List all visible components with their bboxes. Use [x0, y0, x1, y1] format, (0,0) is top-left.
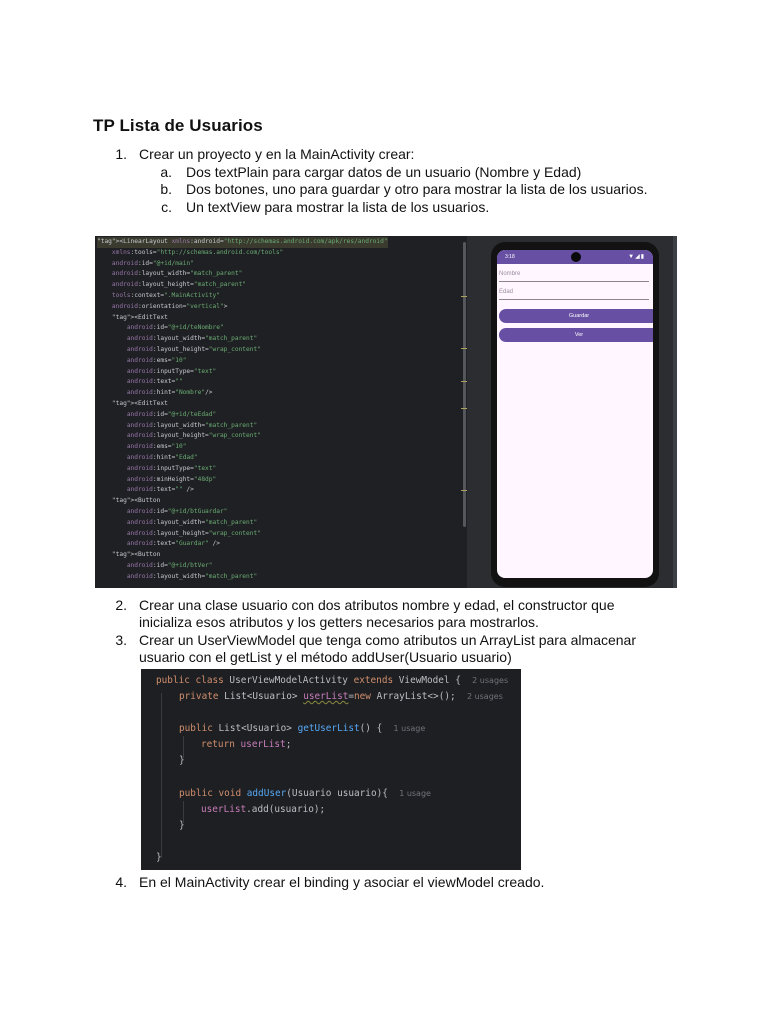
phone-screen — [497, 250, 653, 578]
xml-code-line: android:hint="Nombre"/> — [126, 389, 213, 397]
sublist-letter-a: a. — [160, 164, 172, 180]
status-bar — [497, 250, 653, 264]
xml-code-line: "tag"><LinearLayout xmlns:android="http://schemas.android.com/apk/res/android" — [97, 237, 388, 248]
page-title: TP Lista de Usuarios — [93, 116, 263, 135]
ver-button[interactable]: Ver — [499, 328, 653, 342]
java-code-snippet — [141, 669, 521, 870]
list-item-3-line-2: usuario con el getList y el método addUser(Usuario usuario) — [139, 649, 512, 665]
code-line-4: return userList; — [201, 739, 292, 750]
xml-code-line: android:layout_width="match_parent" — [111, 270, 243, 278]
xml-code-line: android:text="Guardar" /> — [126, 540, 220, 548]
list-item-2-line-2: inicializa esos atributos y los getters necesarios para mostrarlos. — [139, 614, 539, 630]
xml-code-line: android:hint="Edad" — [126, 453, 198, 461]
list-item-1: Crear un proyecto y en la MainActivity crear: — [139, 146, 415, 162]
xml-code-line: android:layout_height="wrap_content" — [126, 432, 261, 440]
signal-battery-icon: ▼◢▮ — [628, 254, 645, 260]
xml-code-line: android:layout_height="wrap_content" — [126, 345, 261, 353]
code-line-6: public void addUser(Usuario usuario){ 1 usage — [179, 788, 431, 799]
xml-code-line: android:orientation="vertical"> — [111, 302, 228, 310]
editor-scrollbar — [463, 242, 466, 527]
code-line-2: private List<Usuario> userList=new ArrayList<>(); 2 usages — [179, 691, 503, 702]
xml-code-line: android:layout_width="match_parent" — [126, 518, 258, 526]
xml-code — [97, 237, 388, 583]
xml-code-line: xmlns:tools="http://schemas.android.com/tools" — [111, 248, 284, 256]
xml-code-line: android:layout_width="match_parent" — [126, 335, 258, 343]
guardar-button[interactable]: Guardar — [499, 309, 653, 323]
code-line-5: } — [179, 755, 185, 766]
list-item-2-line-1: Crear una clase usuario con dos atributos nombre y edad, el constructor que — [139, 597, 615, 613]
xml-code-line: android:ems="10" — [126, 356, 187, 364]
xml-code-line: "tag"><EditText — [111, 399, 168, 407]
list-item-4: En el MainActivity crear el binding y asociar el viewModel creado. — [139, 874, 545, 890]
xml-editor — [95, 236, 467, 588]
code-line-8: } — [179, 820, 185, 831]
xml-code-line: android:ems="10" — [126, 443, 187, 451]
camera-icon — [571, 252, 581, 262]
xml-code-line: android:id="@+id/btVer" — [126, 561, 213, 569]
phone-frame — [491, 242, 659, 587]
xml-code-line: android:inputType="text" — [126, 367, 217, 375]
list-number-3: 3. — [115, 632, 127, 648]
xml-code-line: android:text="" — [126, 378, 183, 386]
xml-code-line: android:id="@+id/teEdad" — [126, 410, 217, 418]
layout-preview — [467, 236, 677, 588]
xml-code-line: android:layout_height="match_parent" — [111, 281, 247, 289]
xml-code-line: android:id="@+id/btGuardar" — [126, 507, 228, 515]
xml-code-line: tools:context=".MainActivity" — [111, 291, 220, 299]
sublist-item-c: Un textView para mostrar la lista de los usuarios. — [186, 199, 490, 215]
code-line-1: public class UserViewModelActivity extends ViewModel { 2 usages — [156, 675, 509, 686]
sublist-item-a: Dos textPlain para cargar datos de un usuario (Nombre y Edad) — [186, 164, 582, 180]
code-line-3: public List<Usuario> getUserList() { 1 usage — [179, 723, 426, 734]
nombre-input[interactable]: Nombre — [499, 266, 649, 282]
xml-code-line: android:id="@+id/main" — [111, 259, 194, 267]
android-studio-screenshot — [95, 236, 677, 588]
sublist-letter-c: c. — [161, 199, 172, 215]
xml-code-line: android:layout_width="match_parent" — [126, 421, 258, 429]
edad-input[interactable]: Edad — [499, 284, 649, 300]
xml-code-line: android:layout_width="match_parent" — [126, 572, 258, 580]
xml-code-line: android:minHeight="48dp" — [126, 475, 217, 483]
indent-guide — [161, 693, 162, 858]
list-item-3-line-1: Crear un UserViewModel que tenga como atributos un ArrayList para almacenar — [139, 632, 636, 648]
xml-code-line: android:text="" /> — [126, 486, 194, 494]
list-number-2: 2. — [115, 597, 127, 613]
xml-code-line: android:layout_height="wrap_content" — [126, 529, 261, 537]
xml-code-line: android:id="@+id/teNombre" — [126, 324, 224, 332]
code-line-9: } — [156, 852, 162, 863]
xml-code-line: android:inputType="text" — [126, 464, 217, 472]
side-toolbar — [673, 236, 677, 588]
list-number-1: 1. — [115, 146, 127, 162]
xml-code-line: "tag"><Button — [111, 551, 161, 559]
xml-code-line: "tag"><Button — [111, 497, 161, 505]
xml-code-line: "tag"><EditText — [111, 313, 168, 321]
list-number-4: 4. — [115, 874, 127, 890]
sublist-item-b: Dos botones, uno para guardar y otro para mostrar la lista de los usuarios. — [186, 181, 648, 197]
sublist-letter-b: b. — [160, 181, 172, 197]
code-line-7: userList.add(usuario); — [201, 804, 326, 815]
status-time: 3:18 — [505, 254, 515, 260]
